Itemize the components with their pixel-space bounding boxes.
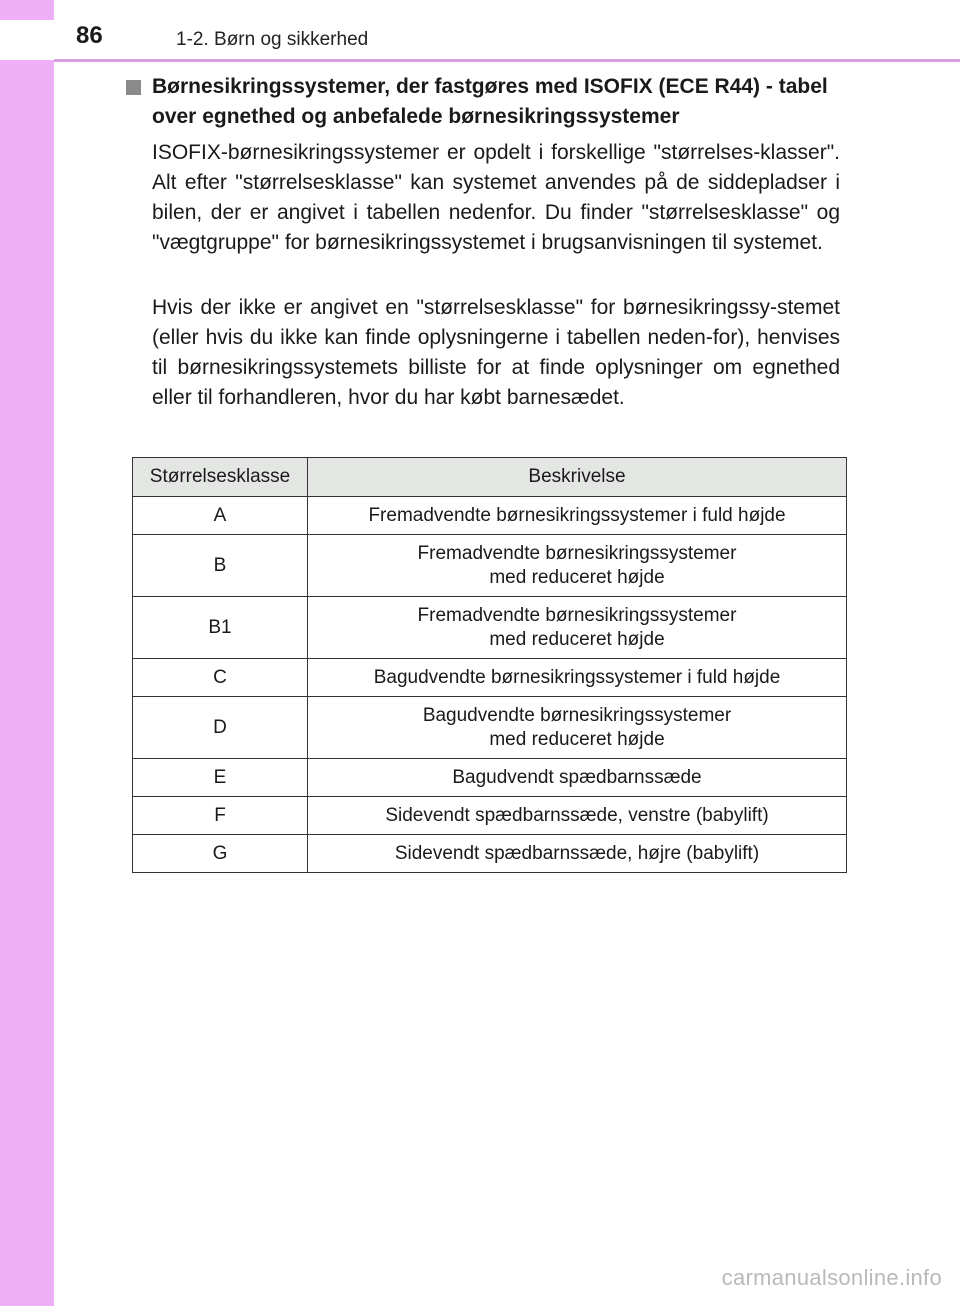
left-margin-band [0, 0, 54, 1306]
description-line: Fremadvendte børnesikringssystemer [417, 542, 737, 564]
size-class-cell: B [133, 535, 308, 597]
description-line: Sidevendt spædbarnssæde, højre (babylift) [394, 842, 760, 864]
size-class-table [132, 457, 847, 873]
column-header-size-class: Størrelsesklasse [133, 458, 308, 497]
description-line: Sidevendt spædbarnssæde, venstre (babylift) [385, 804, 769, 826]
description-line: Fremadvendte børnesikringssystemer i fuld højde [368, 504, 786, 526]
chapter-title: 1-2. Børn og sikkerhed [176, 29, 369, 50]
description-line: Bagudvendt spædbarnssæde [452, 766, 702, 788]
size-class-cell: E [133, 759, 308, 797]
description-cell [308, 535, 847, 597]
description-line: Bagudvendte børnesikringssystemer [422, 704, 732, 726]
table-row [133, 659, 847, 697]
description-cell [308, 659, 847, 697]
table-row [133, 497, 847, 535]
square-bullet-icon [126, 80, 141, 95]
table-row [133, 835, 847, 873]
description-cell [308, 797, 847, 835]
table-row [133, 759, 847, 797]
description-cell [308, 835, 847, 873]
table-row [133, 597, 847, 659]
body-paragraph: Hvis der ikke er angivet en "størrelsesklasse" for børnesikringssy-stemet (eller hvis du ikke kan finde oplysningerne i tabellen neden-for), henvises til børnesikringssystemets billiste for at finde oplysninger om egnethed eller til forhandleren, hvor du har købt barnesædet. [152, 296, 840, 409]
size-class-cell: B1 [133, 597, 308, 659]
description-line: med reduceret højde [489, 628, 665, 650]
description-cell [308, 697, 847, 759]
description-line: Bagudvendte børnesikringssystemer i fuld højde [373, 666, 781, 688]
description-line: Fremadvendte børnesikringssystemer [417, 604, 737, 626]
size-class-cell: G [133, 835, 308, 873]
body-paragraph: ISOFIX-børnesikringssystemer er opdelt i forskellige "størrelses-klasser". Alt efter "størrelsesklasse" kan systemet anvendes på de siddepladser i bilen, der er angivet i tabellen nedenfor. Du finder "størrelsesklasse" og "vægtgruppe" for børnesikringssystemet i brugsanvisningen til systemet. [152, 141, 840, 254]
table-row [133, 535, 847, 597]
description-cell [308, 497, 847, 535]
size-class-cell: F [133, 797, 308, 835]
size-class-cell: D [133, 697, 308, 759]
table-row [133, 697, 847, 759]
size-class-cell: C [133, 659, 308, 697]
size-class-cell: A [133, 497, 308, 535]
table-row [133, 797, 847, 835]
page-number-box [0, 20, 103, 60]
description-line: med reduceret højde [489, 566, 665, 588]
description-cell [308, 597, 847, 659]
header-divider [54, 59, 960, 62]
table-header-row [133, 458, 847, 497]
section-heading-text: Børnesikringssystemer, der fastgøres med ISOFIX (ECE R44) - tabel over egnethed og anbefalede børnesikringssystemer [152, 75, 828, 128]
section-heading [126, 72, 842, 132]
watermark-text: carmanualsonline.info [721, 1265, 942, 1290]
page-number: 86 [76, 22, 103, 49]
description-line: med reduceret højde [489, 728, 665, 750]
column-header-description: Beskrivelse [308, 458, 847, 497]
description-cell [308, 759, 847, 797]
